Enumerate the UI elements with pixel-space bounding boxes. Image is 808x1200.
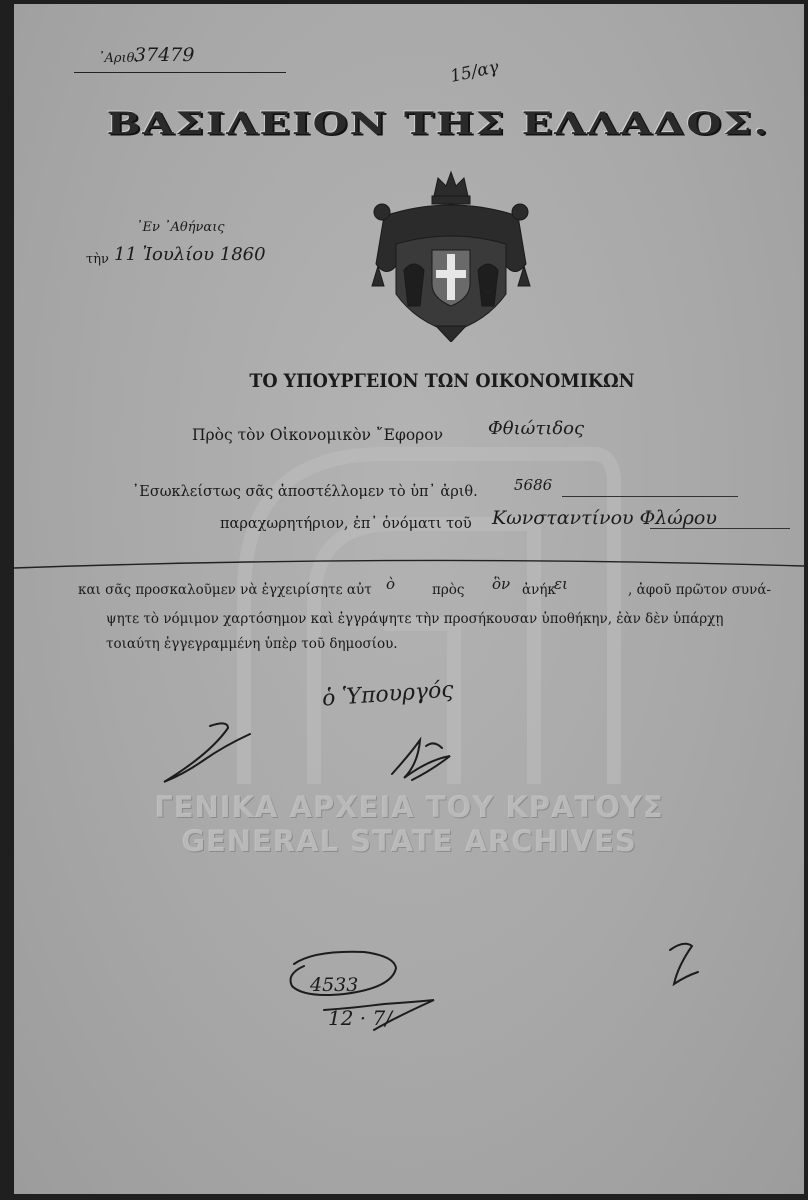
body-line-2: ψητε τὸ νόμιμον χαρτόσημον καὶ ἐγγράψητε τὴν προσήκουσαν ὑποθήκην, ἐὰν δὲν ὑπάρχῃ: [106, 611, 724, 627]
enclosure-text: ᾿Εσωκλείστως σᾶς ἀποστέλλομεν τὸ ὑπ᾿ ἀριθ.: [132, 484, 478, 500]
kingdom-title: ΒΑΣΙΛΕΙΟΝ ΤΗΣ ΕΛΛΑΔΟΣ.: [106, 105, 770, 142]
place-label: ᾿Εν ᾿Αθήναις: [136, 220, 225, 235]
stamp-number: 4533: [310, 974, 359, 996]
body-line-1-fill-1: ὸ: [386, 575, 396, 593]
archive-watermark-greek: ΓΕΝΙΚΑ ΑΡΧΕΙΑ ΤΟΥ ΚΡΑΤΟΥΣ: [154, 790, 664, 824]
body-line-1-end: , ἀφοῦ πρῶτον συνά-: [628, 582, 771, 598]
arith-label: ᾿Αριθ.: [98, 51, 139, 66]
body-line-1-mid-2: ἀνήκ: [522, 582, 556, 598]
stamp-date: 12 · 7/: [328, 1006, 392, 1030]
recipient-label: Πρὸς τὸν Οἰκονομικὸν ῎Εφορον: [192, 426, 444, 444]
ministry-heading: ΤΟ ΥΠΟΥΡΓΕΙΟΝ ΤΩΝ ΟΙΚΟΝΟΜΙΚΩΝ: [249, 370, 635, 392]
body-line-1-fill-3: ει: [554, 575, 568, 593]
date-value: 11 Ἰουλίου 1860: [114, 244, 266, 265]
top-handwritten-note: 15/αγ: [448, 57, 501, 87]
minister-signature: ὁ Ὑπουργός: [321, 677, 455, 712]
enclosure-number: 5686: [514, 476, 553, 494]
archive-watermark-english: GENERAL STATE ARCHIVES: [181, 824, 637, 858]
handwritten-marks: [14, 4, 804, 1194]
grant-deed-name: Κωνσταντίνου Φλώρου: [492, 507, 717, 529]
grant-deed-text: παραχωρητήριον, ἐπ᾿ ὀνόματι τοῦ: [220, 516, 472, 532]
date-prefix: τὴν: [86, 252, 109, 267]
document-page: [14, 4, 804, 1194]
arith-number: 37479: [134, 44, 195, 66]
body-line-3: τοιαύτη ἐγγεγραμμένη ὑπὲρ τοῦ δημοσίου.: [106, 636, 398, 652]
body-line-1-mid: πρὸς: [432, 582, 465, 598]
body-line-1-fill-2: ὃν: [492, 575, 511, 593]
body-line-1-start: και σᾶς προσκαλοῦμεν νὰ ἐγχειρίσητε αὐτ: [78, 582, 372, 598]
recipient-value: Φθιώτιδος: [488, 418, 585, 439]
